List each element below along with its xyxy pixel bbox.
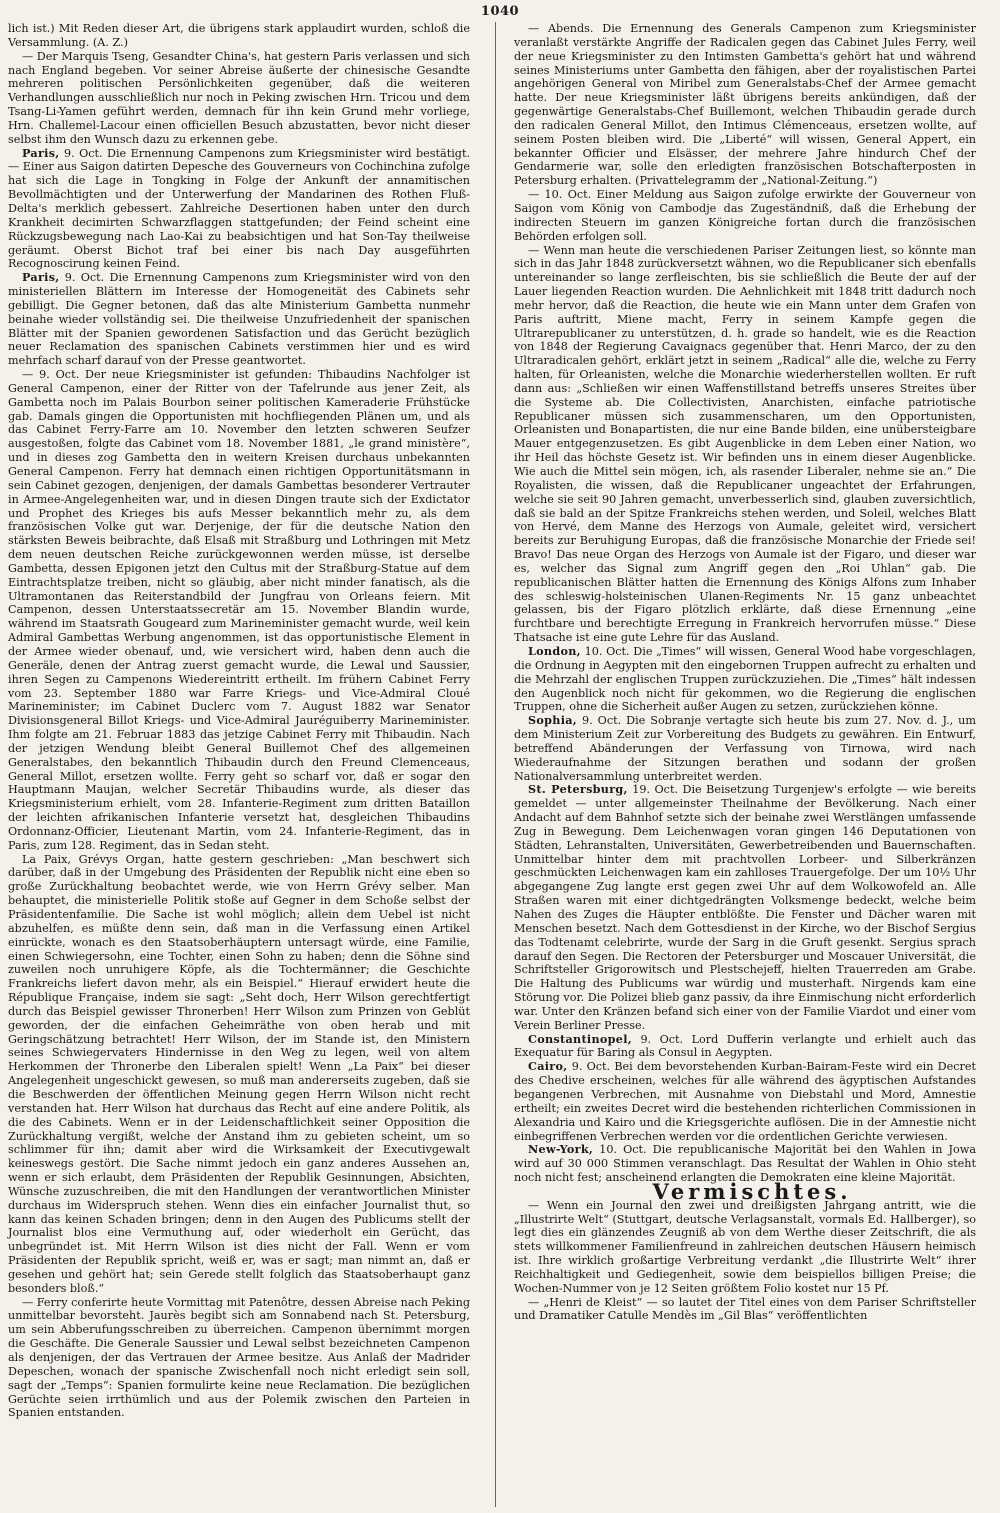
page-number: 1040 — [480, 4, 520, 19]
dateline: London, — [528, 643, 581, 658]
article-text: 10. Oct. Die „Times“ will wissen, General Wood habe vorgeschlagen, die Ordnung in Aegypten mit den eingebornen Truppen aufrecht zu erhalten und die Mehrzahl der englischen Truppen zurückzuziehen. Die „Times“ hält indessen den Augenblick noch nicht für gekommen, wo die Regierung die englischen Truppen, ohne die Sicherheit außer Augen zu setzen, zurückziehen könne. — [514, 644, 976, 714]
dateline: Cairo, — [528, 1059, 568, 1074]
column-divider — [495, 22, 496, 1507]
article-text: 9. Oct. Die Ernennung Campenons zum Kriegsminister wird von den ministeriellen Blättern im Interesse der Homogeneität des Cabinets sehr gebilligt. Die Gegner betonen, daß das alte Ministerium Gambetta nunmehr beinahe wieder vollständig sei. Die theilweise Unzufriedenheit der spanischen Blätter mit der Spanien gewordenen Satisfaction und das Gerücht bezüglich neuer Reclamation des spanischen Cabinets verstimmen hier und es wird mehrfach scharf darauf von der Presse geantwortet. — [8, 271, 470, 368]
dateline: St. Petersburg, — [528, 782, 628, 797]
article-paragraph — [8, 147, 470, 272]
article-text: 9. Oct. Die Sobranje vertagte sich heute bis zum 27. Nov. d. J., um dem Ministerium Zeit zur Vorbereitung des Budgets zu gewähren. Ein Entwurf, betreffend Abänderungen der Verfassung von Tirnowa, wird nach Wiederaufnahme der Sitzungen berathen und sodann der großen Nationalversammlung unterbreitet werden. — [514, 714, 976, 783]
article-paragraph: — Wenn ein Journal den zwei und dreißigsten Jahrgang antritt, wie die „Illustrirte Welt“ (Stuttgart, deutsche Verlagsanstalt, vormals Ed. Hallberger), so legt dies ein glänzendes Zeugniß ab von dem Werthe dieser Zeitschrift, die als stets willkommener Familienfreund in zahlreichen deutschen Häusern heimisch ist. Ihre wirklich großartige Verbreitung verdankt „die Illustrirte Welt“ ihrer Reichhaltigkeit und Gediegenheit, sowie dem beispiellos billigen Preise; die Wochen-Nummer von je 12 Seiten größtem Folio kostet nur 15 Pf. — [514, 1198, 976, 1295]
article-text: 9. Oct. Bei dem bevorstehenden Kurban-Bairam-Feste wird ein Decret des Chedive erscheinen, welches für alle während des ägyptischen Aufstandes begangenen Verbrechen, mit Ausnahme von Diebstahl und Mord, Amnestie ertheilt; ein zweites Decret wird die bestehenden richterlichen Commissionen in Alexandria und Kairo und die Kriegsgerichte auflösen. Die in der Amnestie nicht einbegriffenen Verbrechen werden vor die ordentlichen Gerichte verwiesen. — [514, 1060, 976, 1143]
article-paragraph: lich ist.) Mit Reden dieser Art, die übrigens stark applaudirt wurden, schloß die Versammlung. (A. Z.) — [8, 22, 470, 49]
dateline: Constantinopel, — [528, 1031, 632, 1046]
dateline: New-York, — [528, 1142, 594, 1157]
article-paragraph: — Abends. Die Ernennung des Generals Campenon zum Kriegsminister veranlaßt verstärkte Angriffe der Radicalen gegen das Cabinet Jules Ferry, weil der neue Kriegsminister zu den Intimsten Gambetta's gehört hat und während seines Ministeriums unter Gambetta den fähigen, aber der royalistischen Partei angehörigen General von Miribel zum Generalstabs-Chef der Armee gemacht hatte. Der neue Kriegsminister läßt übrigens bereits ankündigen, daß der gegenwärtige Generalstabs-Chef Buillemont, welchen Thibaudin gerade durch den radicalen General Millot, den Intimus Clémenceaus, ersetzen wollte, auf seinem Posten bleiben wird. Die „Liberté“ will wissen, General Appert, ein bekannter Officier und Elsässer, der mehrere Jahre hindurch Chef der Gendarmerie war, solle den erledigten französischen Botschafterposten in Petersburg erhalten. (Privattelegramm der „National-Zeitung.“) — [514, 22, 976, 188]
dateline: Paris, — [22, 270, 60, 285]
article-paragraph: La Paix, Grévys Organ, hatte gestern geschrieben: „Man beschwert sich darüber, daß in der Umgebung des Präsidenten der Republik nicht eine eben so große Zurückhaltung beobachtet werde, wie von Herrn Grévy selber. Man behauptet, die ministerielle Politik stoße auf Gegner in dem Schoße selbst der Präsidentenfamilie. Die Sache ist wohl möglich; allein dem Uebel ist nicht abzuhelfen, es müßte denn sein, daß man in die Verfassung einen Artikel einrückte, wonach es den Staatsoberhäuptern untersagt würde, eine Familie, einen Schwiegersohn, eine Tochter, einen Sohn zu haben; denn die Söhne sind zuweilen noch unruhigere Köpfe, als die Tochtermänner; die Geschichte Frankreichs liefert davon mehr, als ein Beispiel.“ Hierauf erwidert heute die République Française, indem sie sagt: „Seht doch, Herr Wilson gerechtfertigt durch das Beispiel gewisser Thronerben! Herr Wilson zum Prinzen von Geblüt geworden, der die einfachen Geheimräthe von oben herab und mit Geringschätzung betrachtet! Herr Wilson, der im Stande ist, den Ministern seines Schwiegervaters Hindernisse in den Weg zu legen, weil von altem Herkommen der Thronerbe den Liberalen spielt! Wenn „La Paix“ bei dieser Angelegenheit ungeschickt gewesen, so muß man andererseits zugeben, daß sie die Beschwerden der öffentlichen Meinung gegen Herrn Wilson nicht recht verstanden hat. Herr Wilson hat durchaus das Recht auf eine andere Politik, als die des Cabinets. Wenn er in der Leidenschaftlichkeit seiner Opposition die Zurückhaltung vergißt, welche der Anstand ihm zu gebieten scheint, um so schlimmer für ihn; damit aber wird die Wirksamkeit der Executivgewalt keineswegs gestört. Die Sache nimmt jedoch ein ganz anderes Aussehen an, wenn er sich erlaubt, dem Präsidenten der Republik Gesinnungen, Absichten, Wünsche zuzuschreiben, die mit den Handlungen der verantwortlichen Minister durchaus im Widerspruch stehen. Wenn dies ein einfacher Journalist thut, so kann das keinen Schaden bringen; denn in den Augen des Publicums stellt der Journalist blos eine Vermuthung auf, oder wiederholt ein Gerücht, das unbegründet ist. Mit Herrn Wilson ist dies nicht der Fall. Wenn er vom Präsidenten der Republik spricht, weiß er, was er sagt; man nimmt an, daß er gesehen und gehört hat; sein Gerede stellt folglich das Staatsoberhaupt ganz besonders bloß.“ — [8, 852, 470, 1295]
article-paragraph — [514, 1033, 976, 1061]
article-paragraph: — 9. Oct. Der neue Kriegsminister ist gefunden: Thibaudins Nachfolger ist General Campenon, einer der Ritter von der Tafelrunde aus jener Zeit, als Gambetta noch im Palais Bourbon seiner politischen Kameraderie Frühstücke gab. Damals gingen die Opportunisten mit hochfliegenden Plänen um, und als das Cabinet Ferry-Farre am 10. November den letzten schweren Seufzer ausgestoßen, folgte das Cabinet vom 18. November 1881, „le grand ministère“, und in dieses zog Gambetta den in weitern Kreisen durchaus unbekannten General Campenon. Ferry hat demnach einen richtigen Opportunitätsmann in sein Cabinet gezogen, denjenigen, der damals Gambettas besonderer Vertrauter in Armee-Angelegenheiten war, und in diesen Dingen traute sich der Exdictator und Prophet des Krieges bis aufs Messer bekanntlich mehr zu, als dem französischen Volke gut war. Derjenige, der für die deutsche Nation den stärksten Beweis beibrachte, daß Elsaß mit Straßburg und Lothringen mit Metz dem neuen deutschen Reiche zurückgewonnen werden müsse, ist derselbe Gambetta, dessen Epigonen jetzt den Cultus mit der Straßburg-Statue auf dem Eintrachtsplatze treiben, nicht so gläubig, aber nicht minder fanatisch, als die Ultramontanen das Reiterstandbild der Jungfrau von Orleans feiern. Mit Campenon, dessen Unterstaatssecretär am 15. November Blandin wurde, während im Staatsrath Gougeard zum Marineminister gemacht wurde, weil kein Admiral Gambettas Werbung angenommen, ist das opportunistische Element in der Armee wieder obenauf, und, wie versichert wird, haben denn auch die Generäle, denen der Antrag zuerst gemacht wurde, die Lewal und Saussier, ihren Segen zu Campenons Wiedereintritt ertheilt. Im frühern Cabinet Ferry vom 23. September 1880 war Farre Kriegs- und Vice-Admiral Cloué Marineminister; im Cabinet Duclerc vom 7. August 1882 war Senator Divisionsgeneral Billot Kriegs- und Vice-Admiral Jauréguiberry Marineminister. Ihm folgte am 21. Februar 1883 das jetzige Cabinet Ferry mit Thibaudin. Nach der jetzigen Wendung bleibt General Buillemot Chef des allgemeinen Generalstabes, den bekanntlich Thibaudin durch den Freund Clemenceaus, General Millot, ersetzen wollte. Ferry geht so scharf vor, daß er sogar den Hauptmann Maujan, welcher Secretär Thibaudins wurde, als dieser das Kriegsministerium erhielt, vom 28. Infanterie-Regiment zum dritten Bataillon der leichten afrikanischen Infanterie versetzt hat, desgleichen Thibaudins Ordonnanz-Officier, Lieutenant Martin, vom 24. Infanterie-Regiment, das in Paris, zum 128. Regiment, das in Sedan steht. — [8, 368, 470, 852]
left-column — [8, 22, 470, 1420]
right-column — [514, 22, 976, 1323]
article-paragraph: — „Henri de Kleist“ — so lautet der Titel eines von dem Pariser Schriftsteller und Dramatiker Catulle Mendès im „Gil Blas“ veröffentlichten — [514, 1295, 976, 1323]
article-text: 9. Oct. Lord Dufferin verlangte und erhielt auch das Exequatur für Baring als Consul in Aegypten. — [514, 1032, 976, 1060]
article-paragraph — [514, 645, 976, 714]
article-text: 10. Oct. Die republicanische Majorität bei den Wahlen in Jowa wird auf 30 000 Stimmen veranschlagt. Das Resultat der Wahlen in Ohio steht noch nicht fest; anscheinend erlangten die Demokraten eine kleine Majorität. — [514, 1143, 976, 1185]
article-paragraph: — Ferry conferirte heute Vormittag mit Patenôtre, dessen Abreise nach Peking unmittelbar bevorsteht. Jaurès begibt sich am Sonnabend nach St. Petersburg, um sein Abberufungsschreiben zu überreichen. Campenon übernimmt morgen die Geschäfte. Die Generale Saussier und Lewal selbst bezeichneten Campenon als denjenigen, der das Vertrauen der Armee besitze. Aus Anlaß der Madrider Depeschen, wonach der spanische Zwischenfall noch nicht erledigt sein soll, sagt der „Temps“: Spanien formulirte keine neue Reclamation. Die bezüglichen Gerüchte seien irrthümlich und aus der Polemik zwischen den Parteien in Spanien entstanden. — [8, 1295, 470, 1420]
article-paragraph — [514, 783, 976, 1032]
article-paragraph — [514, 1060, 976, 1143]
article-paragraph — [514, 714, 976, 783]
article-paragraph — [8, 271, 470, 368]
article-text: 19. Oct. Die Beisetzung Turgenjew's erfolgte — wie bereits gemeldet — unter allgemeinster Theilnahme der Bevölkerung. Nach einer Andacht auf dem Bahnhof setzte sich der beinahe zwei Werstlängen umfassende Zug in Bewegung. Dem Leichenwagen voran gingen 146 Deputationen von Städten, Lehranstalten, Universitäten, Gewerbetreibenden und Bauernschaften. Unmittelbar hinter dem mit prachtvollen Lorbeer- und Silberkränzen geschmückten Leichenwagen kam ein zahlloses Trauergefolge. Der um 10½ Uhr abgegangene Zug langte erst gegen zwei Uhr auf dem Wolkowofeld an. Alle Straßen waren mit einer dichtgedrängten Volksmenge bedeckt, welche beim Nahen des Zuges die Häupter entblößte. Die Fenster und Dächer waren mit Menschen besetzt. Nach dem Gottesdienst in der Kirche, wo der Bischof Sergius das Todtenamt celebrirte, wurde der Sarg in die Gruft gesenkt. Sergius sprach darauf den Segen. Die Rectoren der Petersburger und Moscauer Universität, die Schriftsteller Grigorowitsch und Plestschejeff, hielten Trauerreden am Grabe. Die Haltung des Publicums war würdig und musterhaft. Nirgends kam eine Störung vor. Die Polizei blieb ganz passiv, da ihre Einmischung nicht erforderlich war. Unter den Kränzen befand sich einer von der Familie Viardot und einer vom Verein Berliner Presse. — [514, 783, 977, 1032]
dateline: Paris, — [22, 145, 60, 160]
article-paragraph: — Wenn man heute die verschiedenen Pariser Zeitungen liest, so könnte man sich in das Jahr 1848 zurückversetzt wähnen, wo die Republicaner sich ebenfalls untereinander so lange zerfleischten, bis sie schließlich die Beute der auf der Lauer liegenden Reaction wurden. Die Aehnlichkeit mit 1848 tritt dadurch noch mehr hervor, daß die Reaction, die heute wie ein Mann unter dem Grafen von Paris auftritt, Miene macht, Ferry in seinem Kampfe gegen die Ultrarepublicaner zu unterstützen, d. h. grade so handelt, wie es die Reaction von 1848 der Regierung Cavaignacs gegenüber that. Henri Marco, der zu den Ultraradicalen gehört, erklärt jetzt in seinem „Radical“ alle die, welche zu Ferry halten, für Orleanisten, welche die Monarchie wiederherstellen wollten. Er ruft dann aus: „Schließen wir einen Waffenstillstand betreffs unseres Streites über die Systeme ab. Die Collectivisten, Anarchisten, einfache patriotische Republicaner müssen sich zusammenscharen, um den Opportunisten, Orleanisten und Bonapartisten, die nur eine Bande bilden, eine unübersteigbare Mauer entgegenzusetzen. Es gibt Augenblicke in dem Leben einer Nation, wo ihr Heil das höchste Gesetz ist. Wir befinden uns in einem dieser Augenblicke. Wie auch die Mittel sein mögen, ich, als rasender Liberaler, nehme sie an.“ Die Royalisten, die wissen, daß die Republicaner ungeachtet der Erfahrungen, welche sie seit 90 Jahren gemacht, unverbesserlich sind, glauben zuversichtlich, daß sie bald an der Spitze Frankreichs stehen werden, und Soleil, welches Blatt von Hervé, dem Manne des Herzogs von Aumale, geleitet wird, versichert bereits zur Beruhigung Europas, daß die französische Monarchie der Friede sei! Bravo! Das neue Organ des Herzogs von Aumale ist der Figaro, und dieser war es, welcher das Signal zum Angriff gegen den „Roi Uhlan“ gab. Die republicanischen Blätter hatten die Ernennung des Königs Alfons zum Inhaber des schleswig-holsteinischen Ulanen-Regiments Nr. 15 ganz unbeachtet gelassen, bis der Figaro plötzlich erklärte, daß diese Ernennung „eine furchtbare und berechtigte Erregung in Frankreich hervorrufen müsse.“ Diese Thatsache ist eine gute Lehre für das Ausland. — [514, 243, 976, 645]
section-heading: Vermischtes. — [652, 1178, 852, 1204]
dateline: Sophia, — [528, 713, 577, 728]
article-paragraph: — 10. Oct. Einer Meldung aus Saigon zufolge erwirkte der Gouverneur von Saigon vom König von Cambodje das Zugeständniß, daß die Erhebung der indirecten Steuern im ganzen Königreiche fortan durch die französischen Behörden erfolgen soll. — [514, 188, 976, 243]
article-text: 9. Oct. Die Ernennung Campenons zum Kriegsminister wird bestätigt. — Einer aus Saigon datirten Depesche des Gouverneurs von Cochinchina zufolge hat sich die Lage in Tongking in Folge der Ankunft der annamitischen Bevollmächtigten und der Unterwerfung der Mandarinen des Rothen Fluß-Delta's merklich gebessert. Zahlreiche Desertionen haben unter den durch Krankheit decimirten Schwarzflaggen stattgefunden; der Feind scheint eine Rückzugsbewegung nach Lao-Kai zu beabsichtigen und hat Son-Tay theilweise geräumt. Oberst Bichot traf bei einer bis nach Day ausgeführten Recognoscirung keinen Feind. — [8, 146, 470, 271]
article-paragraph: — Der Marquis Tseng, Gesandter China's, hat gestern Paris verlassen und sich nach England begeben. Vor seiner Abreise äußerte der chinesische Gesandte mehreren politischen Persönlichkeiten gegenüber, daß die weiteren Verhandlungen ausschließlich nur noch in Peking zwischen Hrn. Tricou und dem Tsang-Li-Yamen geführt werden, demnach für ihn kein Grund mehr vorliege, Hrn. Challemel-Lacour einen officiellen Besuch abzustatten, bevor nicht dieser selbst ihm den Wunsch dazu zu erkennen gebe. — [8, 49, 470, 146]
